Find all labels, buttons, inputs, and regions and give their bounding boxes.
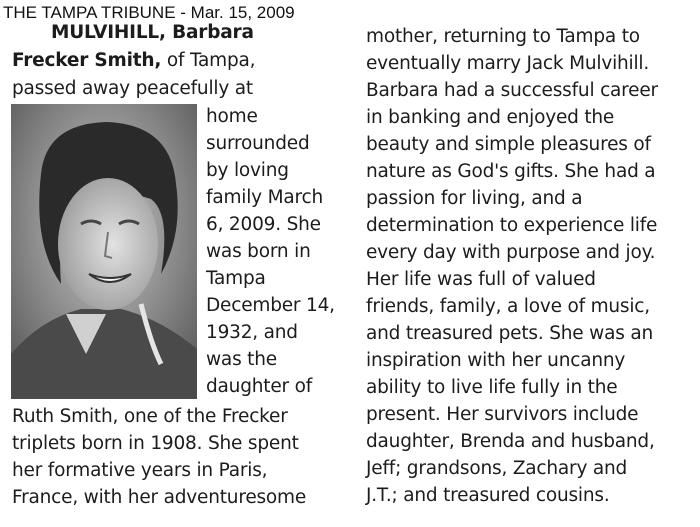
left-column-line: Ruth Smith, one of the Frecker <box>12 406 288 427</box>
right-column-line: J.T.; and treasured cousins. <box>366 485 610 506</box>
right-column-line: ability to live life fully in the <box>366 377 618 398</box>
deceased-name-rest: Frecker Smith, <box>12 50 162 71</box>
right-column-line: nature as God's gifts. She had a <box>366 161 656 182</box>
portrait-photo <box>11 104 197 399</box>
beside-photo-line: Tampa <box>206 268 266 289</box>
right-column-line: in banking and enjoyed the <box>366 107 615 128</box>
left-column-line: triplets born in 1908. She spent <box>12 433 299 454</box>
beside-photo-line: daughter of <box>206 376 313 397</box>
beside-photo-line: family March <box>206 187 323 208</box>
newspaper-header: THE TAMPA TRIBUNE - Mar. 15, 2009 <box>3 3 295 22</box>
left-column-line: France, with her adventuresome <box>12 487 307 508</box>
right-column-line: Barbara had a successful career <box>366 80 658 101</box>
right-column-line: eventually marry Jack Mulvihill. <box>366 53 650 74</box>
left-column-line: passed away peacefully at <box>12 78 253 99</box>
beside-photo-line: surrounded <box>206 133 310 154</box>
beside-photo-line: December 14, <box>206 295 335 316</box>
beside-photo-line: home <box>206 106 258 127</box>
beside-photo-line: was born in <box>206 241 311 262</box>
right-column-line: determination to experience life <box>366 215 658 236</box>
right-column-line: and treasured pets. She was an <box>366 323 653 344</box>
residence-text: of Tampa, <box>161 50 256 71</box>
beside-photo-line: was the <box>206 349 277 370</box>
obituary-name-continued <box>12 48 255 74</box>
obituary-name <box>51 20 254 46</box>
right-column-line: mother, returning to Tampa to <box>366 26 640 47</box>
beside-photo-line: by loving <box>206 160 289 181</box>
right-column-line: Jeff; grandsons, Zachary and <box>366 458 628 479</box>
right-column-line: passion for living, and a <box>366 188 583 209</box>
right-column-line: Her life was full of valued <box>366 269 596 290</box>
beside-photo-line: 1932, and <box>206 322 298 343</box>
deceased-surname-first: MULVIHILL, Barbara <box>51 22 254 43</box>
right-column-line: beauty and simple pleasures of <box>366 134 651 155</box>
right-column-line: daughter, Brenda and husband, <box>366 431 655 452</box>
left-column-line: her formative years in Paris, <box>12 460 268 481</box>
right-column-line: present. Her survivors include <box>366 404 639 425</box>
beside-photo-line: 6, 2009. She <box>206 214 321 235</box>
right-column-line: every day with purpose and joy. <box>366 242 656 263</box>
right-column-line: inspiration with her uncanny <box>366 350 626 371</box>
right-column-line: friends, family, a love of music, <box>366 296 650 317</box>
